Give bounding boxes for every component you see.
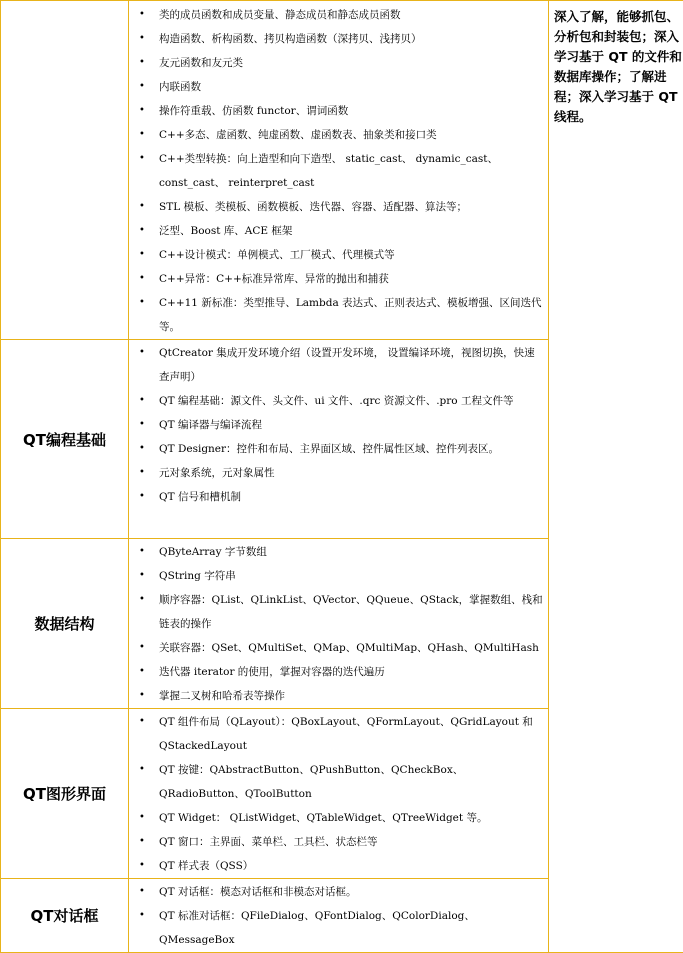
list-item bbox=[129, 147, 548, 195]
bullet-icon: • bbox=[139, 27, 145, 51]
goal-cell: 深入了解，能够抓包、分析包和封装包；深入学习基于 QT 的文件和数据库操作；了解进程；深入学习基于 QT 线程。 bbox=[549, 1, 683, 953]
bullet-icon: • bbox=[139, 389, 145, 413]
list-item-text: C++类型转换：向上造型和向下造型、 static_cast、 dynamic_cast、 const_cast、 reinterpret_cast bbox=[159, 153, 498, 189]
list-item bbox=[129, 341, 548, 389]
list-item bbox=[129, 636, 548, 660]
bullet-icon: • bbox=[139, 75, 145, 99]
bullet-icon: • bbox=[139, 904, 145, 928]
bullet-icon: • bbox=[139, 123, 145, 147]
bullet-icon: • bbox=[139, 341, 145, 365]
bullet-icon: • bbox=[139, 437, 145, 461]
list-item bbox=[129, 758, 548, 806]
list-item-text: C++11 新标准：类型推导、Lambda 表达式、正则表达式、模板增强、区间迭代等。 bbox=[159, 297, 542, 333]
bullet-icon: • bbox=[139, 147, 145, 171]
bullet-icon: • bbox=[139, 660, 145, 684]
list-item bbox=[129, 806, 548, 830]
list-item-text: QT 编程基础：源文件、头文件、ui 文件、.qrc 资源文件、.pro 工程文件等 bbox=[159, 395, 513, 407]
list-item-text: QT 编译器与编译流程 bbox=[159, 419, 262, 431]
list-item bbox=[129, 564, 548, 588]
list-item bbox=[129, 413, 548, 437]
bullet-icon: • bbox=[139, 195, 145, 219]
topics-cell bbox=[129, 1, 549, 340]
table-row bbox=[1, 1, 683, 340]
bullet-icon: • bbox=[139, 880, 145, 904]
list-item-text: 构造函数、析构函数、拷贝构造函数（深拷贝、浅拷贝） bbox=[159, 33, 422, 45]
topic-list bbox=[129, 340, 548, 509]
list-item bbox=[129, 27, 548, 51]
list-item-text: QT 标准对话框：QFileDialog、QFontDialog、QColorDialog、QMessageBox bbox=[159, 910, 475, 946]
list-item bbox=[129, 437, 548, 461]
bullet-icon: • bbox=[139, 636, 145, 660]
list-item-text: 操作符重载、仿函数 functor、谓词函数 bbox=[159, 105, 348, 117]
list-item-text: QT 按键：QAbstractButton、QPushButton、QCheckBox、QRadioButton、QToolButton bbox=[159, 764, 463, 800]
topics-cell bbox=[129, 879, 549, 953]
list-item bbox=[129, 660, 548, 684]
bullet-icon: • bbox=[139, 830, 145, 854]
list-item-text: 类的成员函数和成员变量、静态成员和静态成员函数 bbox=[159, 9, 401, 21]
bullet-icon: • bbox=[139, 710, 145, 734]
topic-list bbox=[129, 539, 548, 708]
list-item-text: 元对象系统，元对象属性 bbox=[159, 467, 275, 479]
list-item bbox=[129, 684, 548, 708]
list-item bbox=[129, 904, 548, 952]
bullet-icon: • bbox=[139, 243, 145, 267]
list-item-text: 关联容器：QSet、QMultiSet、QMap、QMultiMap、QHash、QMultiHash bbox=[159, 642, 539, 654]
list-item bbox=[129, 880, 548, 904]
module-cell: QT编程基础 bbox=[1, 340, 129, 539]
list-item-text: C++多态、虚函数、纯虚函数、虚函数表、抽象类和接口类 bbox=[159, 129, 437, 141]
module-cell: QT图形界面 bbox=[1, 709, 129, 879]
list-item bbox=[129, 291, 548, 339]
list-item bbox=[129, 75, 548, 99]
list-item-text: 顺序容器：QList、QLinkList、QVector、QQueue、QStack，掌握数组、栈和链表的操作 bbox=[159, 594, 543, 630]
bullet-icon: • bbox=[139, 588, 145, 612]
list-item bbox=[129, 461, 548, 485]
list-item bbox=[129, 854, 548, 878]
list-item bbox=[129, 267, 548, 291]
bullet-icon: • bbox=[139, 854, 145, 878]
list-item bbox=[129, 51, 548, 75]
list-item-text: QT Widget： QListWidget、QTableWidget、QTreeWidget 等。 bbox=[159, 812, 487, 824]
list-item bbox=[129, 99, 548, 123]
module-cell: 数据结构 bbox=[1, 539, 129, 709]
bullet-icon: • bbox=[139, 485, 145, 509]
list-item-text: QT 窗口：主界面、菜单栏、工具栏、状态栏等 bbox=[159, 836, 377, 848]
list-item-text: QT 信号和槽机制 bbox=[159, 491, 241, 503]
topic-list bbox=[129, 709, 548, 878]
topics-cell bbox=[129, 709, 549, 879]
topic-list bbox=[129, 879, 548, 952]
list-item-text: STL 模板、类模板、函数模板、迭代器、容器、适配器、算法等； bbox=[159, 201, 467, 213]
list-item bbox=[129, 540, 548, 564]
bullet-icon: • bbox=[139, 267, 145, 291]
topic-list bbox=[129, 1, 548, 339]
list-item bbox=[129, 485, 548, 509]
bullet-icon: • bbox=[139, 806, 145, 830]
list-item-text: 内联函数 bbox=[159, 81, 201, 93]
bullet-icon: • bbox=[139, 564, 145, 588]
module-cell: QT对话框 bbox=[1, 879, 129, 953]
bullet-icon: • bbox=[139, 540, 145, 564]
list-item-text: 泛型、Boost 库、ACE 框架 bbox=[159, 225, 292, 237]
list-item-text: 掌握二叉树和哈希表等操作 bbox=[159, 690, 285, 702]
topics-cell bbox=[129, 539, 549, 709]
bullet-icon: • bbox=[139, 3, 145, 27]
list-item-text: 迭代器 iterator 的使用，掌握对容器的迭代遍历 bbox=[159, 666, 385, 678]
list-item-text: QByteArray 字节数组 bbox=[159, 546, 267, 558]
list-item-text: QString 字符串 bbox=[159, 570, 236, 582]
bullet-icon: • bbox=[139, 99, 145, 123]
bullet-icon: • bbox=[139, 219, 145, 243]
list-item bbox=[129, 3, 548, 27]
list-item-text: C++异常：C++标准异常库、异常的抛出和捕获 bbox=[159, 273, 389, 285]
list-item-text: QT 对话框：模态对话框和非模态对话框。 bbox=[159, 886, 356, 898]
list-item-text: QT Designer：控件和布局、主界面区域、控件属性区域、控件列表区。 bbox=[159, 443, 499, 455]
bullet-icon: • bbox=[139, 461, 145, 485]
list-item-text: QtCreator 集成开发环境介绍（设置开发环境， 设置编译环境，视图切换，快速查声明） bbox=[159, 347, 535, 383]
bullet-icon: • bbox=[139, 684, 145, 708]
list-item-text: C++设计模式：单例模式、工厂模式、代理模式等 bbox=[159, 249, 395, 261]
list-item bbox=[129, 123, 548, 147]
bullet-icon: • bbox=[139, 51, 145, 75]
list-item bbox=[129, 243, 548, 267]
list-item-text: QT 组件布局（QLayout）：QBoxLayout、QFormLayout、QGridLayout 和 QStackedLayout bbox=[159, 716, 533, 752]
list-item bbox=[129, 588, 548, 636]
bullet-icon: • bbox=[139, 291, 145, 315]
module-cell bbox=[1, 1, 129, 340]
list-item bbox=[129, 710, 548, 758]
list-item bbox=[129, 219, 548, 243]
list-item-text: 友元函数和友元类 bbox=[159, 57, 243, 69]
list-item-text: QT 样式表（QSS） bbox=[159, 860, 253, 872]
list-item bbox=[129, 195, 548, 219]
list-item bbox=[129, 830, 548, 854]
bullet-icon: • bbox=[139, 413, 145, 437]
bullet-icon: • bbox=[139, 758, 145, 782]
list-item bbox=[129, 389, 548, 413]
topics-cell bbox=[129, 340, 549, 539]
